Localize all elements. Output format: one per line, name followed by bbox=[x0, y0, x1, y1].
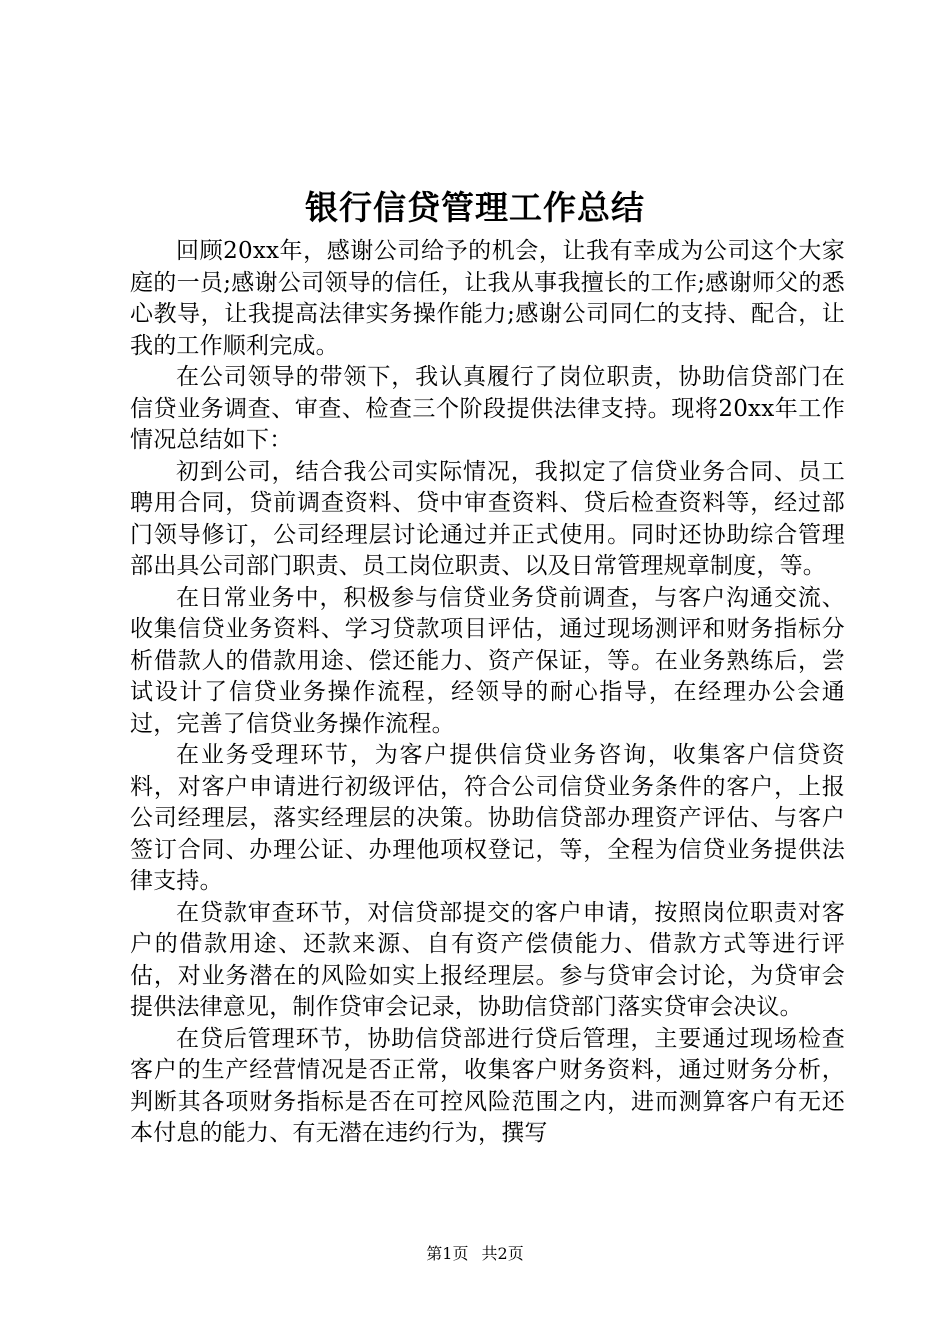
document-title: 银行信贷管理工作总结 bbox=[305, 188, 645, 227]
paragraph-contracts: 初到公司，结合我公司实际情况，我拟定了信贷业务合同、员工聘用合同，贷前调查资料、贷中审查资料、贷后检查资料等，经过部门领导修订，公司经理层讨论通过并正式使用。同时还协助综合管理部出具公司部门职责、员工岗位职责、以及日常管理规章制度，等。 bbox=[130, 458, 845, 579]
paragraph-leadership: 在公司领导的带领下，我认真履行了岗位职责，协助信贷部门在信贷业务调查、审查、检查三个阶段提供法律支持。现将20xx年工作情况总结如下： bbox=[130, 364, 845, 453]
paragraph-daily-business: 在日常业务中，积极参与信贷业务贷前调查，与客户沟通交流、收集信贷业务资料、学习贷款项目评估，通过现场测评和财务指标分析借款人的借款用途、偿还能力、资产保证，等。在业务熟练后，尝试设计了信贷业务操作流程，经领导的耐心指导，在经理办公会通过，完善了信贷业务操作流程。 bbox=[130, 584, 845, 737]
paragraph-loan-review: 在贷款审查环节，对信贷部提交的客户申请，按照岗位职责对客户的借款用途、还款来源、自有资产偿债能力、借款方式等进行评估，对业务潜在的风险如实上报经理层。参与贷审会讨论，为贷审会提供法律意见，制作贷审会记录，协助信贷部门落实贷审会决议。 bbox=[130, 899, 845, 1020]
page-total: 共2页 bbox=[481, 1244, 524, 1263]
paragraph-review: 回顾20xx年，感谢公司给予的机会，让我有幸成为公司这个大家庭的一员;感谢公司领导的信任，让我从事我擅长的工作;感谢师父的悉心教导，让我提高法律实务操作能力;感谢公司同仁的支持、配合，让我的工作顺利完成。 bbox=[130, 238, 845, 359]
paragraph-post-loan: 在贷后管理环节，协助信贷部进行贷后管理，主要通过现场检查客户的生产经营情况是否正常，收集客户财务资料，通过财务分析，判断其各项财务指标是否在可控风险范围之内，进而测算客户有无还本付息的能力、有无潜在违约行为，撰写 bbox=[130, 1025, 845, 1146]
document-body bbox=[130, 236, 845, 1150]
page-number: 第1页 bbox=[426, 1244, 469, 1263]
paragraph-acceptance: 在业务受理环节，为客户提供信贷业务咨询，收集客户信贷资料，对客户申请进行初级评估，符合公司信贷业务条件的客户，上报公司经理层，落实经理层的决策。协助信贷部办理资产评估、与客户签订合同、办理公证、办理他项权登记，等，全程为信贷业务提供法律支持。 bbox=[130, 742, 845, 894]
page-footer bbox=[0, 1243, 950, 1265]
